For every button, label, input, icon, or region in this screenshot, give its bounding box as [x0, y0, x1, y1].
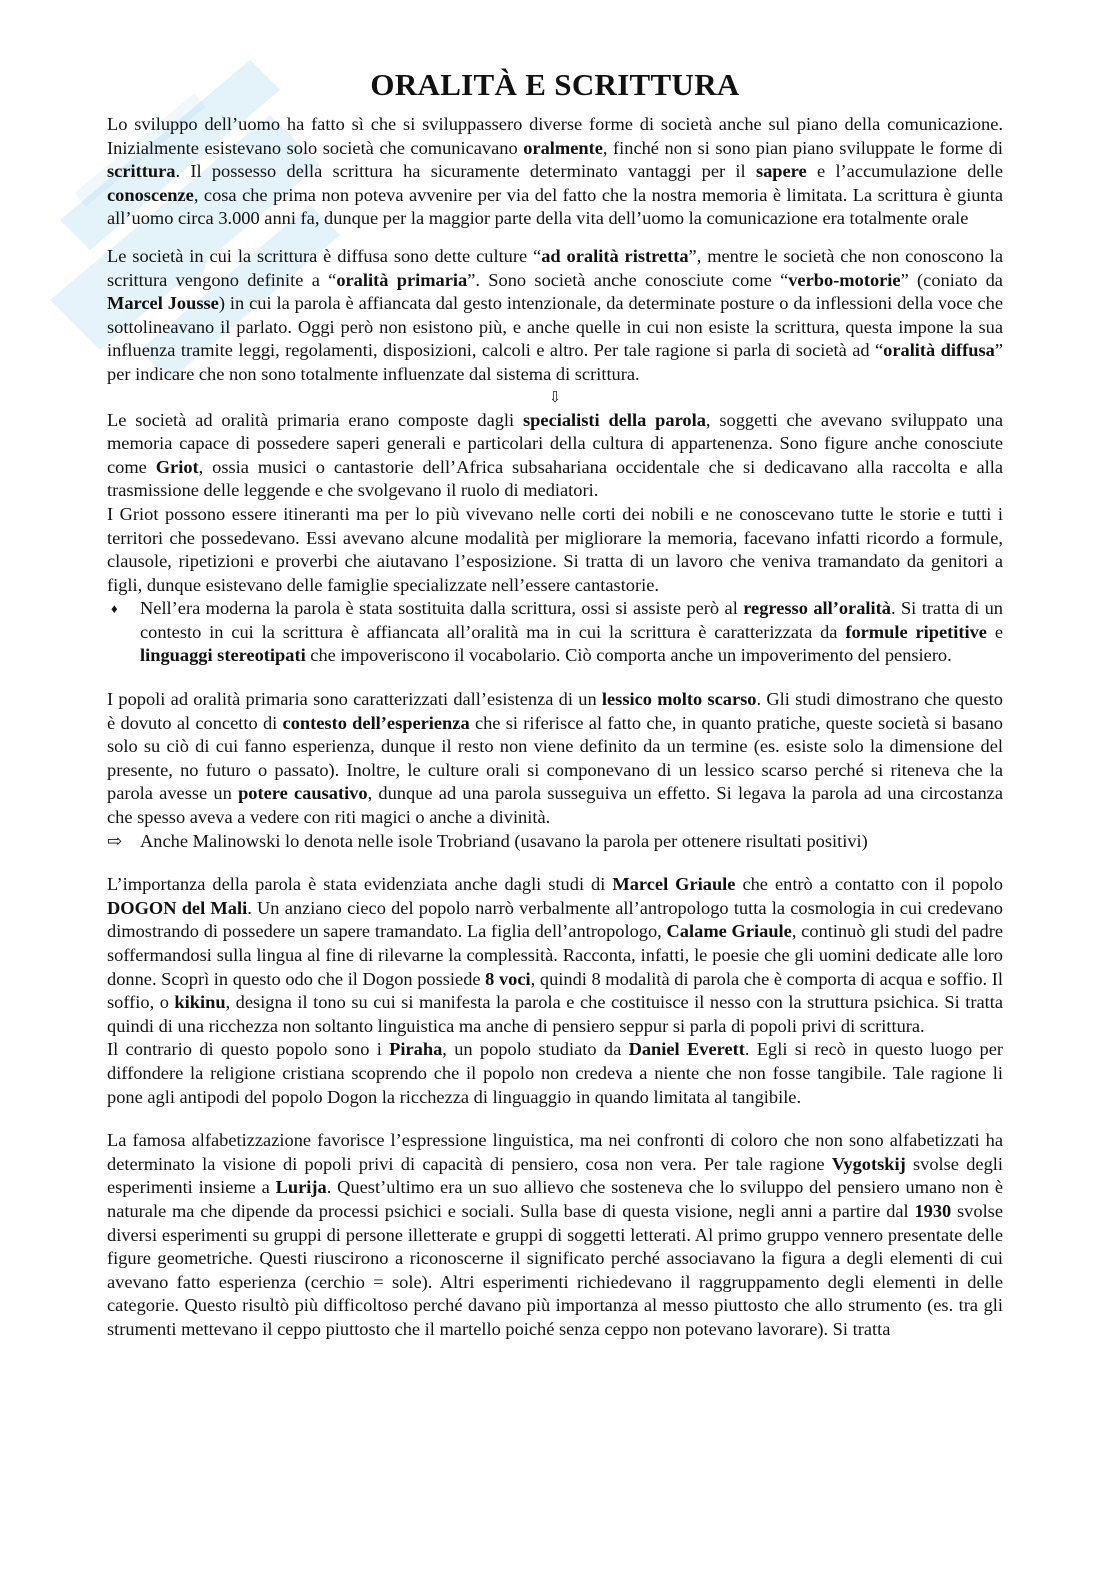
- paragraph-dogon: L’importanza della parola è stata evidenziata anche dagli studi di Marcel Griaule che entrò a contatto con il popolo DOGON del Mali. Un anziano cieco del popolo narrò verbalmente all’antropologo tutta la cosmologia in cui credevano dimostrando di possedere un sapere tramandato. La figlia dell’antropologo, Calame Griaule, continuò gli studi del padre soffermandosi sulla lingua al fine di rilevarne la complessità. Racconta, infatti, le poesie che gli uomini dedicate alle loro donne. Scoprì in questo odo che il Dogon possiede 8 voci, quindi 8 modalità di parola che è comporta di acqua e soffio. Il soffio, o kikinu, designa il tono su cui si manifesta la parola e che costituisce il nesso con la struttura psichica. Si tratta quindi di una ricchezza non soltanto linguistica ma anche di pensiero seppur si parla di popoli privi di scrittura.: [107, 874, 1004, 1036]
- arrow-right-icon: ⇨: [107, 830, 123, 851]
- arrow-item: ⇨ Anche Malinowski lo denota nelle isole Trobriand (usavano la parola per ottenere risultati positivi): [107, 830, 1003, 854]
- arrow-down-icon: ⇩: [548, 389, 562, 406]
- document-page: [107, 66, 1003, 1342]
- paragraph-specialisti: Le società ad oralità primaria erano composte dagli specialisti della parola, soggetti che avevano sviluppato una memoria capace di possedere saperi generali e particolari della cultura di appartenenza. Sono figure anche conosciute come Griot, ossia musici o cantastorie dell’Africa subsahariana occidentale che si dedicavano alla raccolta e alla trasmissione delle leggende e che svolgevano il ruolo di mediatori.: [107, 409, 1003, 501]
- diamond-bullet-icon: ♦: [111, 601, 118, 617]
- paragraph-alfabetizzazione: La famosa alfabetizzazione favorisce l’espressione linguistica, ma nei confronti di coloro che non sono alfabetizzati ha determinato la visione di popoli privi di capacità di pensiero, cosa non vera. Per tale ragione Vygotskij svolse degli esperimenti insieme a Lurija. Quest’ultimo era un suo allievo che sosteneva che lo sviluppo del pensiero umano non è naturale ma che dipende da processi psichici e sociali. Sulla base di questa visione, negli anni a partire dal 1930 svolse diversi esperimenti su gruppi di persone illetterate e gruppi di soggetti letterati. Al primo gruppo vennero presentate delle figure geometriche. Questi riuscirono a riconoscerne il significato perché associavano la figura a degli elementi di cui avevano fatto esperienza (cerchio = sole). Altri esperimenti richiedevano il raggruppamento degli elementi in delle categorie. Questo risultò più difficoltoso perché davano più importanza al messo piuttosto che allo strumento (es. tra gli strumenti mettevano il ceppo piuttosto che il martello poiché senza ceppo non potevano lavorare). Si tratta: [107, 1130, 1003, 1339]
- paragraph-piraha: Il contrario di questo popolo sono i Piraha, un popolo studiato da Daniel Everett. Egli si recò in questo luogo per diffondere la religione cristiana scoprendo che il popolo non credeva a niente che non fosse tangibile. Tale ragione li pone agli antipodi del popolo Dogon la ricchezza di linguaggio in quando limitata al tangibile.: [107, 1039, 1003, 1107]
- paragraph-lessico: I popoli ad oralità primaria sono caratterizzati dall’esistenza di un lessico molto scarso. Gli studi dimostrano che questo è dovuto al concetto di contesto dell’esperienza che si riferisce al fatto che, in quanto pratiche, queste società si basano solo su ciò di cui fanno esperienza, dunque il resto non viene definito da un termine (es. esiste solo la dimensione del presente, no futuro o passato). Inoltre, le culture orali si componevano di un lessico scarso perché si riteneva che la parola avesse un potere causativo, dunque ad una parola susseguiva un effetto. Si legava la parola ad una circostanza che spesso aveva a vedere con riti magici o anche a divinità.: [107, 689, 1004, 828]
- paragraph-griot: I Griot possono essere itineranti ma per lo più vivevano nelle corti dei nobili e ne conoscevano tutte le storie e tutti i territori che possedevano. Essi avevano alcune modalità per migliorare la memoria, facevano infatti ricordo a formule, clausole, ripetizioni e proverbi che aiutavano l’esposizione. Si tratta di un lavoro che veniva tramandato da genitori a figli, dunque esistevano delle famiglie specializzate nell’essere cantastorie.: [107, 503, 1003, 595]
- bullet-item: ♦ Nell’era moderna la parola è stata sostituita dalla scrittura, ossi si assiste però al regresso all’oralità. Si tratta di un contesto in cui la scrittura è affiancata all’oralità ma in cui la scrittura è caratterizzata da formule ripetitive e linguaggi stereotipati che impoveriscono il vocabolario. Ciò comporta anche un impoverimento del pensiero.: [111, 598, 1004, 666]
- paragraph-oralita: Le società in cui la scrittura è diffusa sono dette culture “ad oralità ristretta”, mentre le società che non conoscono la scrittura vengono definite a “oralità primaria”. Sono società anche conosciute come “verbo-motorie” (coniato da Marcel Jousse) in cui la parola è affiancata dal gesto intenzionale, da determinate posture o da inflessioni della voce che sottolineavano il parlato. Oggi però non esistono più, e anche quelle in cui non esiste la scrittura, questa impone la sua influenza tramite leggi, regolamenti, disposizioni, calcoli e altro. Per tale ragione si parla di società ad “oralità diffusa” per indicare che non sono totalmente influenzate dal sistema di scrittura.: [107, 245, 1004, 384]
- paragraph-intro: Lo sviluppo dell’uomo ha fatto sì che si sviluppassero diverse forme di società anche sul piano della comunicazione. Inizialmente esistevano solo società che comunicavano oralmente, finché non si sono pian piano sviluppate le forme di scrittura. Il possesso della scrittura ha sicuramente determinato vantaggi per il sapere e l’accumulazione delle conoscenze, cosa che prima non poteva avvenire per via del fatto che la nostra memoria è limitata. La scrittura è giunta all’uomo circa 3.000 anni fa, dunque per la maggior parte della vita dell’uomo la comunicazione era totalmente orale: [107, 114, 1003, 229]
- document-title: ORALITÀ E SCRITTURA: [370, 67, 740, 102]
